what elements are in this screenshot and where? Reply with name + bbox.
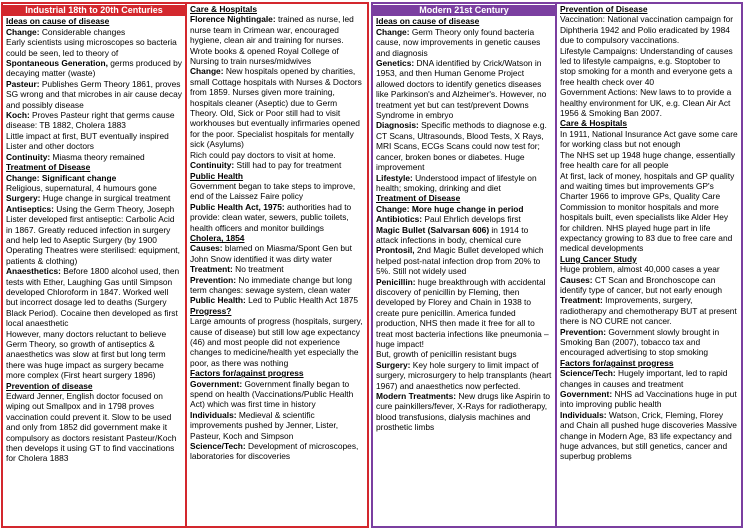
note-text: Lifestyle Campaigns: Understanding of causes led to lifestyle campaigns, e.g. Stoptober to stop smoking for a month and everyone gets a free health check over 40: [560, 45, 733, 87]
note-key-term: Diagnosis:: [376, 120, 419, 131]
note-paragraph: [6, 391, 182, 464]
note-text: 2nd Magic Bullet developed which helped post-natal infection drop from 20% to 5%. Still not widely used: [376, 245, 544, 277]
note-text: Key hole surgery to limit impact of surgery, microsurgery to help transplants (heart 1967) and anaesthetics now perfected.: [376, 359, 552, 391]
note-paragraph: [190, 316, 364, 368]
note-paragraph: [190, 181, 364, 202]
note-paragraph: [6, 204, 182, 266]
note-text: Led to Public Health Act 1875: [245, 295, 359, 306]
note-paragraph: [560, 150, 738, 171]
note-text: At first, lack of money, hospitals and GP quality and waiting times but improvements GP's Charter 1966 to improve GPs, Quality Care Commission to monitor hospitals and more hospitals built, even specialists like Alder Hey for children. NHS played huge part in life expectancy growing to 83 due to free care and medical developments: [560, 170, 735, 254]
note-text: huge breakthrough with accidental discovery of penicillin by Fleming, then developed by Florey and Chain in 1938 to create pure penicillin. America funded production, NHS then made it free for all to treat most bacteria infections like pneumonia – huge impact!: [376, 276, 549, 349]
note-key-term: Individuals:: [190, 409, 237, 420]
note-paragraph: [376, 204, 552, 214]
note-key-term: Lifestyle:: [376, 172, 413, 183]
note-text: germs produced by decaying matter (waste): [6, 58, 182, 79]
note-text: Proves Pasteur right that germs cause disease: TB 1882, Cholera 1883: [6, 110, 175, 131]
note-text: Large amounts of progress (hospitals, surgery, cause of disease) but still low age expectancy (46) and most people did not experience changes to medicine/health yet especially the poor, as there was nothing: [190, 316, 363, 368]
section-heading: Lung Cancer Study: [560, 253, 637, 264]
industrial-era-column: [1, 2, 187, 528]
note-paragraph: [190, 410, 364, 441]
note-paragraph: [376, 277, 552, 350]
note-paragraph: [6, 110, 182, 131]
note-paragraph: [6, 329, 182, 381]
note-text: Edward Jenner, English doctor focused on wiping out Smallpox and in 1798 proves vaccination could prevent it. Slow to be used and only from 1852 did government make it compulsory as doctors resistant Pasteur/Koch then develops it using GT to find vaccinations for Cholera 1883: [6, 391, 177, 464]
note-text: Development of microscopes, laboratories for discoveries: [190, 441, 359, 462]
note-text: Religious, supernatural, 4 humours gone: [6, 182, 157, 193]
note-text: New drugs like Aspirin to cure painkillers/fever, X-Rays for radiotherapy, blood transfusions, dialysis machines and prosthetic limbs: [376, 391, 551, 433]
note-key-term: Science/Tech:: [190, 441, 246, 452]
note-text: But, growth of penicillin resistant bugs: [376, 349, 517, 360]
note-key-term: Change:: [6, 26, 40, 37]
note-text: Government slowly brought in Smoking Ban (2007), tobacco tax and encouraged advertising to stop smoking: [560, 326, 720, 358]
note-text: No immediate change but long term changes: sewage system, clean water: [190, 274, 353, 295]
note-paragraph: [190, 202, 364, 233]
note-key-term: Causes:: [190, 243, 223, 254]
note-paragraph: [6, 79, 182, 110]
note-key-term: Continuity:: [6, 151, 51, 162]
column-title: Industrial 18th to 20th Centuries: [3, 5, 185, 16]
note-paragraph: [376, 27, 552, 58]
note-paragraph: [560, 14, 738, 45]
note-paragraph: [6, 58, 182, 79]
note-text: No treatment: [232, 264, 284, 275]
note-paragraph: [190, 264, 364, 274]
note-key-term: Penicillin:: [376, 276, 416, 287]
note-text: NHS ad Vaccinations huge in put into improving public health: [560, 389, 737, 410]
note-text: New hospitals opened by charities, small Cottage hospitals with Nurses & Doctors from 1859. Nurses given more training, hospitals cleaner (Aseptic) due to Germ Theory. Old, Sick or Poor still had to visit workhouses but eventually infirmaries opened for the poor. Specialist hospitals for mentally sick (Asylums): [190, 66, 362, 150]
note-key-term: Change: Significant change: [6, 172, 117, 183]
note-key-term: Causes:: [560, 274, 593, 285]
note-key-term: Individuals:: [560, 409, 607, 420]
note-paragraph: [376, 225, 552, 246]
note-text: trained as nurse, led nurse team in Crimean war, encouraged hygiene, clean air and training for nurses. Wrote books & opened Royal College of Nursing to train nurses/midwives: [190, 14, 354, 67]
industrial-era-column-continued: [187, 2, 369, 528]
note-key-term: Prevention:: [190, 274, 237, 285]
note-paragraph: [190, 66, 364, 149]
note-paragraph: [560, 389, 738, 410]
note-text: Specific methods to diagnose e.g. CT Scans, Ultrasounds, Blood Tests, X Rays, MRI Scans, ECGs Scans could now test for; cancer, broken bones or diabetes. Huge improvement: [376, 120, 547, 173]
note-paragraph: [190, 243, 364, 264]
note-text: Early scientists using microscopes so bacteria could be seen, led to theory of: [6, 37, 177, 58]
note-text: Huge change in surgical treatment: [40, 193, 171, 204]
note-text: Still had to pay for treatment: [234, 160, 342, 171]
note-key-term: Surgery:: [376, 359, 411, 370]
section-heading: Treatment of Disease: [6, 162, 91, 173]
note-text: blamed on Miasma/Spont Gen but John Snow identified it was dirty water: [190, 243, 353, 264]
note-key-term: Government:: [560, 389, 613, 400]
note-text: DNA identified by Crick/Watson in 1953, and then Human Genome Project allowed doctors to identify genetics diseases like Parkinson's and Alzheimer's. However, no treatment yet but can test/prevent Downs Syndrome in embryo: [376, 58, 547, 121]
note-key-term: Treatment:: [190, 264, 233, 275]
note-paragraph: [190, 379, 364, 410]
note-paragraph: [376, 349, 552, 359]
note-key-term: Treatment:: [560, 295, 603, 306]
section-heading: Public Health: [190, 170, 244, 181]
note-paragraph: [376, 214, 552, 224]
note-paragraph: [376, 173, 552, 194]
section-heading: Ideas on cause of disease: [6, 16, 110, 27]
note-paragraph: [6, 27, 182, 37]
column-title: Modern 21st Century: [373, 5, 555, 16]
note-paragraph: [560, 87, 738, 118]
note-key-term: Science/Tech:: [560, 368, 616, 379]
note-text: Vaccination: National vaccination campaign for Diphtheria 1942 and Polio eradicated by 1984 due to compulsory vaccinations.: [560, 14, 734, 46]
note-paragraph: [560, 368, 738, 389]
note-paragraph: [376, 245, 552, 276]
note-key-term: Magic Bullet (Salvarsan 606): [376, 224, 490, 235]
note-key-term: Prontosil,: [376, 245, 415, 256]
note-paragraph: [190, 160, 364, 170]
note-key-term: Surgery:: [6, 193, 41, 204]
note-paragraph: [560, 46, 738, 88]
note-paragraph: [560, 129, 738, 150]
note-paragraph: [560, 295, 738, 326]
note-paragraph: [6, 266, 182, 328]
note-paragraph: [376, 391, 552, 433]
note-paragraph: [190, 14, 364, 66]
note-paragraph: [6, 183, 182, 193]
section-heading: Ideas on cause of disease: [376, 16, 480, 27]
note-text: Government Actions: New laws to to provide a healthy environment for UK, e.g. Clean Air Act 1956 & Smoking Ban 2007.: [560, 87, 732, 119]
note-text: Before 1800 alcohol used, then tests with Ether, Laughing Gas until Simpson developed Chloroform in 1847. Worked well but incorrect dosage led to deaths (Surgery Black Period). Cocaine then developed as first local anaesthetic: [6, 266, 180, 329]
note-key-term: Antibiotics:: [376, 214, 423, 225]
note-paragraph: [560, 171, 738, 254]
note-text: Miasma theory remained: [50, 151, 145, 162]
note-key-term: Florence Nightingale:: [190, 14, 276, 25]
note-text: In 1911, National Insurance Act gave some care for working class but not enough: [560, 128, 738, 150]
section-heading: Care & Hospitals: [560, 118, 628, 129]
note-key-term: Public Health:: [190, 295, 246, 306]
note-key-term: Change: More huge change in period: [376, 203, 524, 214]
section-heading: Care & Hospitals: [190, 4, 258, 14]
note-text: Germ Theory only found bacteria cause, now improvements in genetic causes and diagnosis: [376, 26, 541, 58]
section-heading: Cholera, 1854: [190, 232, 245, 243]
note-key-term: Genetics:: [376, 58, 415, 69]
note-text: authorities had to provide: clean water, sewers, public toilets, health officers and monitor buildings: [190, 201, 352, 233]
note-paragraph: [6, 152, 182, 162]
note-paragraph: [6, 193, 182, 203]
note-text: However, many doctors reluctant to believe Germ Theory, so growth of antiseptics & anaesthetics was slow at first but long term there was huge impact as surgery became more complex (First heart surgery 1896): [6, 328, 167, 381]
section-heading: Prevention of disease: [6, 380, 93, 391]
note-paragraph: [190, 295, 364, 305]
note-key-term: Public Health Act, 1975:: [190, 201, 285, 212]
note-key-term: Spontaneous Generation,: [6, 58, 108, 69]
note-text: Using the Germ Theory, Joseph Lister developed first antiseptic: Carbolic Acid in 1867. Greatly reduced infection in surgery and help led to Aseptic Surgery (by 1900 Operating Theatres were sterilised: equipment, patients & clothing): [6, 203, 180, 266]
note-text: The NHS set up 1948 huge change, essentially free health care for all people: [560, 149, 736, 171]
section-heading: Prevention of Disease: [560, 4, 648, 14]
note-paragraph: [560, 327, 738, 358]
note-text: Understood impact of lifestyle on health; smoking, drinking and diet: [376, 172, 537, 193]
note-paragraph: [560, 264, 738, 274]
note-paragraph: [6, 131, 182, 152]
note-text: Publishes Germ Theory 1861, proves SG wrong and that microbes in air cause decay and possibly disease: [6, 78, 182, 110]
note-text: CT Scan and Bronchoscope can identify type of cancer, but not early enough: [560, 274, 723, 295]
note-key-term: Pasteur:: [6, 78, 40, 89]
note-text: Little impact at first, BUT eventually inspired Lister and other doctors: [6, 130, 169, 152]
note-paragraph: [376, 360, 552, 391]
section-heading: Factors for/against progress: [190, 368, 304, 379]
note-paragraph: [190, 150, 364, 160]
note-paragraph: [190, 441, 364, 462]
note-paragraph: [6, 173, 182, 183]
note-paragraph: [6, 37, 182, 58]
note-text: Watson, Crick, Fleming, Florey and Chain all pushed huge discoveries Massive change in Modern Age, 83 life expectancy and huge advances, but still genetics, cancer and superbug problems: [560, 409, 737, 462]
note-paragraph: [560, 275, 738, 296]
note-key-term: Change:: [376, 26, 410, 37]
note-paragraph: [560, 410, 738, 462]
note-key-term: Modern Treatments:: [376, 391, 457, 402]
note-text: Improvements, surgery, radiotherapy and chemotherapy BUT at present there is NO CURE not cancer.: [560, 295, 737, 327]
note-key-term: Continuity:: [190, 160, 235, 171]
note-key-term: Prevention:: [560, 326, 607, 337]
modern-era-column-continued: [557, 2, 743, 528]
note-text: Hugely important, led to rapid changes in causes and treatment: [560, 368, 728, 389]
note-text: Government began to take steps to improve, end of the Laissez Faire policy: [190, 180, 356, 202]
note-key-term: Antiseptics:: [6, 203, 54, 214]
note-text: in 1914 to attack infections in body, chemical cure: [376, 224, 529, 245]
note-text: Government finally began to spend on health (Vaccinations/Public Health Act) which was first time in history: [190, 378, 354, 410]
note-text: Medieval & scientific improvements pushed by Jenner, Lister, Pasteur, Koch and Simpson: [190, 409, 339, 441]
note-text: Paul Ehrlich develops first: [422, 214, 521, 225]
note-key-term: Koch:: [6, 110, 30, 121]
note-key-term: Change:: [190, 66, 224, 77]
note-paragraph: [376, 120, 552, 172]
note-text: Huge problem, almost 40,000 cases a year: [560, 264, 720, 275]
note-text: Considerable changes: [39, 26, 126, 37]
section-heading: Progress?: [190, 305, 232, 316]
note-paragraph: [376, 58, 552, 120]
note-text: Rich could pay doctors to visit at home.: [190, 149, 336, 160]
note-key-term: Anaesthetics:: [6, 266, 61, 277]
note-paragraph: [190, 275, 364, 296]
section-heading: Factors for/against progress: [560, 357, 674, 368]
modern-era-column: [371, 2, 557, 528]
note-key-term: Government:: [190, 378, 243, 389]
section-heading: Treatment of Disease: [376, 193, 461, 204]
